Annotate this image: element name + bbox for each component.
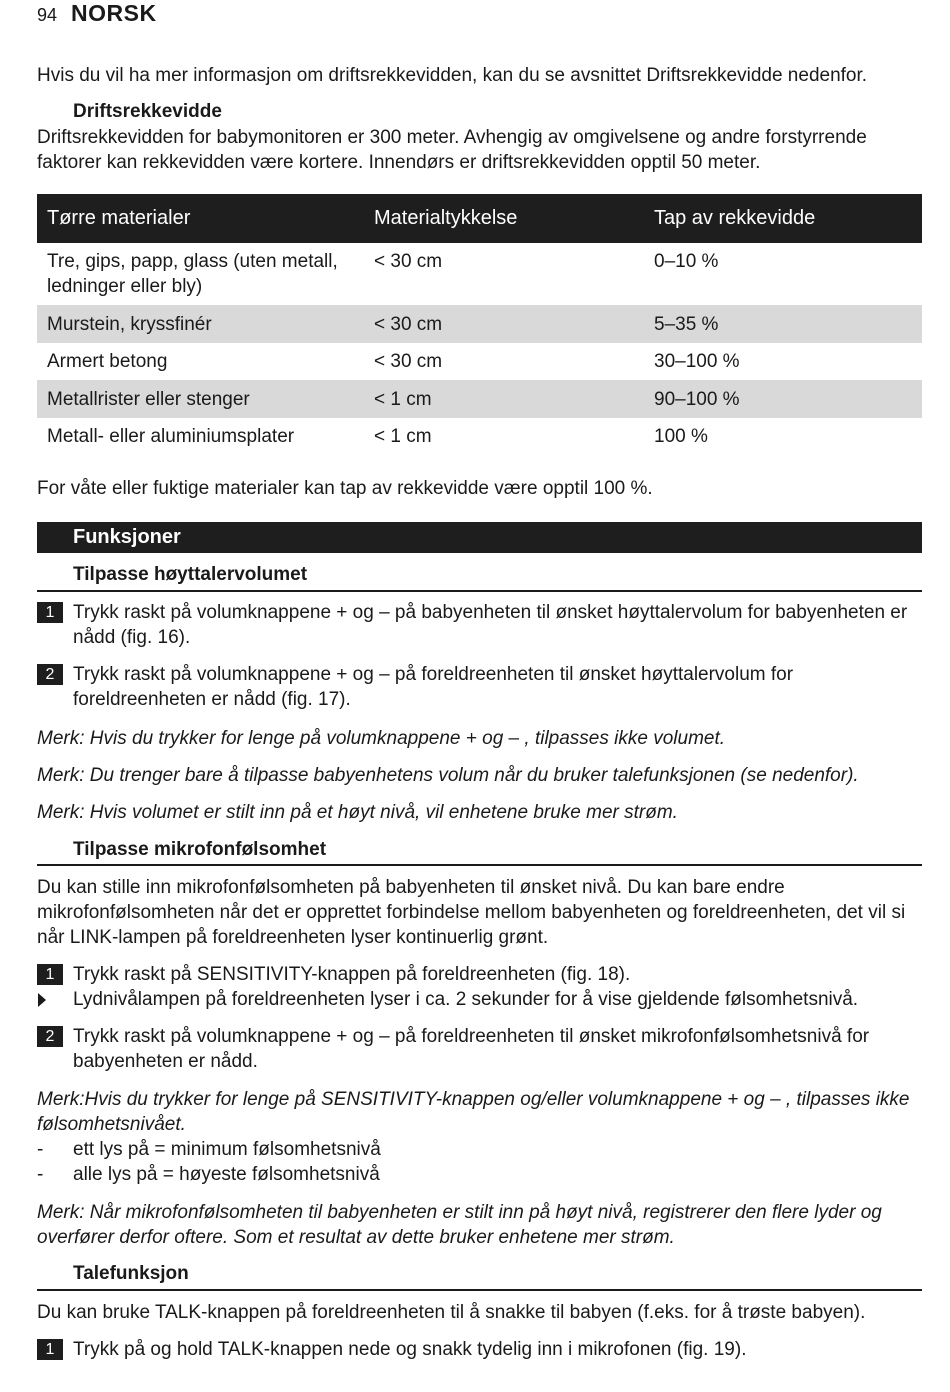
talk-step-1 xyxy=(37,1337,922,1362)
table-cell: Metallrister eller stenger xyxy=(37,380,364,418)
volume-step-1 xyxy=(37,600,922,650)
dash-mark: - xyxy=(37,1164,44,1185)
table-cell: 5–35 % xyxy=(644,305,922,343)
result-arrow-icon xyxy=(38,993,46,1007)
column-header-range-loss: Tap av rekkevidde xyxy=(644,194,922,243)
section-title: Funksjoner xyxy=(73,526,181,548)
table-cell: 0–10 % xyxy=(654,251,719,272)
step-text: Trykk raskt på SENSITIVITY-knappen på foreldreenheten (fig. 18). xyxy=(73,964,631,985)
talk-heading: Talefunksjon xyxy=(73,1263,189,1284)
heading-rule xyxy=(37,590,922,592)
range-paragraph: Driftsrekkevidden for babymonitoren er 300 meter. Avhengig av omgivelsene og andre forstyrrende faktorer kan rekkevidden være kortere. Innendørs er driftsrekkevidden opptil 50 meter. xyxy=(37,127,867,173)
mic-step-2 xyxy=(37,1024,922,1074)
column-header-thickness: Materialtykkelse xyxy=(364,194,644,243)
mic-note-2: Merk: Når mikrofonfølsomheten til babyenheten er stilt inn på høyt nivå, registrerer den flere lyder og overfører derfor oftere. Som et resultat av dette bruker enhetene mer strøm. xyxy=(37,1202,882,1248)
volume-note-1: Merk: Hvis du trykker for lenge på volumknappene + og – , tilpasses ikke volumet. xyxy=(37,728,726,749)
step-number: 2 xyxy=(37,664,63,685)
table-row xyxy=(37,380,922,418)
section-bar-functions xyxy=(37,522,922,553)
table-cell: 30–100 % xyxy=(654,351,740,372)
range-heading: Driftsrekkevidde xyxy=(73,101,222,122)
step-number: 2 xyxy=(37,1026,63,1047)
table-row xyxy=(37,343,922,380)
mic-heading: Tilpasse mikrofonfølsomhet xyxy=(73,839,327,860)
language-title: NORSK xyxy=(71,0,157,26)
range-table xyxy=(37,194,922,455)
volume-note-3: Merk: Hvis volumet er stilt inn på et høyt nivå, vil enhetene bruke mer strøm. xyxy=(37,802,678,823)
volume-note-2: Merk: Du trenger bare å tilpasse babyenhetens volum når du bruker talefunksjonen (se nedenfor). xyxy=(37,765,859,786)
mic-note-1: Merk:Hvis du trykker for lenge på SENSITIVITY-knappen og/eller volumknappene + og – , tilpasses ikke følsomhetsnivået. xyxy=(37,1089,910,1135)
table-cell: < 1 cm xyxy=(374,426,432,447)
table-cell: Metall- eller aluminiumsplater xyxy=(47,426,295,447)
talk-paragraph: Du kan bruke TALK-knappen på foreldreenheten til å snakke til babyen (f.eks. for å trøste babyen). xyxy=(37,1302,866,1323)
table-cell: 100 % xyxy=(654,426,708,447)
page-header xyxy=(37,0,157,26)
heading-rule xyxy=(37,1289,922,1291)
volume-step-2 xyxy=(37,662,922,712)
table-row xyxy=(37,243,922,305)
page-number: 94 xyxy=(37,5,58,25)
table-cell: < 30 cm xyxy=(374,251,443,272)
wet-materials-note: For våte eller fuktige materialer kan tap av rekkevidde være opptil 100 %. xyxy=(37,478,653,499)
volume-heading: Tilpasse høyttalervolumet xyxy=(73,564,308,585)
dash-list-item xyxy=(37,1137,922,1162)
step-text: Trykk raskt på volumknappene + og – på babyenheten til ønsket høyttalervolum for babyenheten er nådd (fig. 16). xyxy=(73,602,908,648)
table-row xyxy=(37,305,922,343)
intro-paragraph: Hvis du vil ha mer informasjon om driftsrekkevidden, kan du se avsnittet Driftsrekkevidde nedenfor. xyxy=(37,65,868,86)
step-number: 1 xyxy=(37,964,63,985)
table-cell: 90–100 % xyxy=(644,380,922,418)
dash-list-item xyxy=(37,1162,922,1187)
table-cell: Murstein, kryssfinér xyxy=(37,305,364,343)
table-cell: < 30 cm xyxy=(364,305,644,343)
result-text: Lydnivålampen på foreldreenheten lyser i ca. 2 sekunder for å vise gjeldende følsomhetsnivå. xyxy=(73,989,859,1010)
table-cell: Tre, gips, papp, glass (uten metall, ledninger eller bly) xyxy=(47,251,338,297)
table-cell: < 1 cm xyxy=(364,380,644,418)
mic-step-1 xyxy=(37,962,922,987)
mic-step-1-result xyxy=(37,987,922,1012)
step-text: Trykk raskt på volumknappene + og – på foreldreenheten til ønsket høyttalervolum for foreldreenheten er nådd (fig. 17). xyxy=(73,664,794,710)
table-cell: < 30 cm xyxy=(374,351,443,372)
table-cell: Armert betong xyxy=(47,351,168,372)
dash-item-text: ett lys på = minimum følsomhetsnivå xyxy=(73,1139,381,1160)
step-number: 1 xyxy=(37,1339,63,1360)
dash-mark: - xyxy=(37,1139,44,1160)
step-text: Trykk på og hold TALK-knappen nede og snakk tydelig inn i mikrofonen (fig. 19). xyxy=(73,1339,747,1360)
table-header-row xyxy=(37,194,922,243)
dash-item-text: alle lys på = høyeste følsomhetsnivå xyxy=(73,1164,380,1185)
mic-paragraph: Du kan stille inn mikrofonfølsomheten på babyenheten til ønsket nivå. Du kan bare endre mikrofonfølsomheten når det er opprettet forbindelse mellom babyenheten og foreldreenheten, det vil si når LINK-lampen på foreldreenheten lyser kontinuerlig grønt. xyxy=(37,877,906,948)
step-text: Trykk raskt på volumknappene + og – på foreldreenheten til ønsket mikrofonfølsomhetsnivå for babyenheten er nådd. xyxy=(73,1026,870,1072)
step-number: 1 xyxy=(37,602,63,623)
heading-rule xyxy=(37,864,922,866)
table-row xyxy=(37,418,922,455)
column-header-materials: Tørre materialer xyxy=(37,194,364,243)
